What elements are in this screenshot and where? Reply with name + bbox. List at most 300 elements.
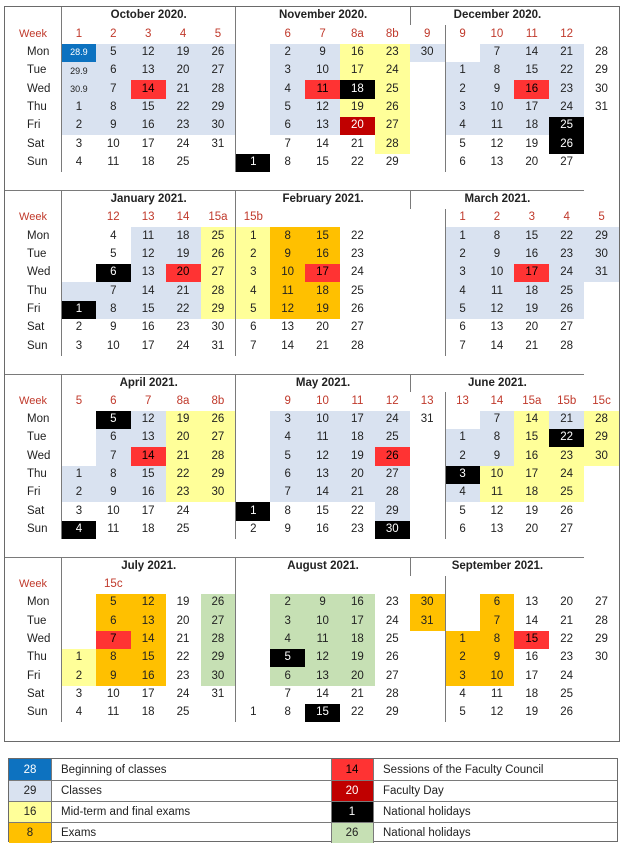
- day-cell: 21: [176, 633, 190, 646]
- day-cell: 13: [131, 264, 166, 282]
- day-cell: 27: [595, 596, 608, 609]
- day-cell: 21: [166, 447, 201, 465]
- day-cell: 12: [490, 137, 504, 150]
- day-cell: 22: [549, 429, 584, 447]
- day-cell: 30: [201, 484, 236, 502]
- day-cell: 28: [560, 339, 574, 352]
- week-number: [61, 576, 96, 594]
- day-cell: 12: [131, 44, 166, 62]
- day-cell: 27: [201, 264, 236, 282]
- day-cell: [410, 447, 445, 465]
- day-cell: 1: [235, 227, 270, 245]
- day-cell: 29: [385, 706, 399, 719]
- day-cell: [584, 521, 619, 539]
- day-cell: 16: [340, 594, 375, 612]
- day-cell: 26: [351, 302, 364, 315]
- day-cell: 4: [235, 282, 270, 300]
- week-number: 13: [445, 392, 480, 410]
- day-cell: 5: [445, 502, 480, 520]
- row-spacer: [5, 172, 619, 190]
- day-cell: 16: [131, 484, 166, 502]
- day-cell: 24: [385, 614, 399, 627]
- day-cell: 18: [340, 429, 375, 447]
- day-cell: [584, 466, 619, 484]
- week-number: 10: [490, 27, 504, 40]
- week-number: 10: [316, 394, 329, 407]
- day-cell: 16: [514, 245, 549, 263]
- day-cell: 26: [560, 706, 574, 719]
- day-cell: 23: [351, 247, 364, 260]
- day-cell: 25: [176, 706, 190, 719]
- week-number: [584, 576, 619, 594]
- day-cell: 9: [284, 523, 291, 536]
- day-cell: [584, 502, 619, 520]
- day-cell: 3: [445, 466, 480, 484]
- day-cell: 23: [166, 117, 201, 135]
- month-title: March 2021.: [410, 190, 584, 208]
- day-label: Mon: [27, 412, 50, 425]
- day-cell: 2: [270, 44, 305, 62]
- day-cell: 28: [201, 447, 236, 465]
- day-cell: 11: [270, 282, 305, 300]
- day-cell: 16: [131, 667, 166, 685]
- week-label: Week: [19, 394, 47, 407]
- day-cell: 26: [201, 411, 236, 429]
- day-cell: [201, 521, 236, 539]
- day-cell: 8: [284, 156, 291, 169]
- day-cell: 2: [61, 484, 96, 502]
- week-number: 14: [176, 211, 190, 224]
- day-cell: [375, 245, 410, 263]
- day-cell: 14: [316, 137, 329, 150]
- day-cell: 24: [375, 411, 410, 429]
- month-title: February 2021.: [235, 190, 409, 208]
- day-cell: 12: [131, 245, 166, 263]
- day-cell: 22: [549, 62, 584, 80]
- day-cell: 7: [480, 44, 515, 62]
- day-cell: 10: [106, 688, 120, 701]
- day-cell: 10: [106, 137, 120, 150]
- day-cell: 13: [490, 156, 504, 169]
- day-cell: 19: [514, 301, 549, 319]
- day-cell: 20: [176, 614, 190, 627]
- legend-divider: [373, 759, 374, 843]
- day-cell: 3: [270, 612, 305, 630]
- day-cell: 6: [270, 466, 305, 484]
- day-cell: 17: [305, 264, 340, 282]
- day-cell: 2: [61, 117, 96, 135]
- day-cell: 13: [131, 612, 166, 630]
- day-cell: 4: [61, 704, 96, 722]
- day-cell: [375, 282, 410, 300]
- day-cell: 30: [201, 117, 236, 135]
- day-cell: 16: [514, 80, 549, 98]
- day-cell: 13: [131, 62, 166, 80]
- month-title: May 2021.: [235, 374, 409, 392]
- day-cell: 3: [61, 502, 96, 520]
- day-cell: 5: [270, 99, 305, 117]
- day-cell: 27: [385, 669, 399, 682]
- week-number: 12: [385, 394, 399, 407]
- day-cell: 18: [514, 282, 549, 300]
- day-cell: [410, 631, 445, 649]
- day-cell: 29: [584, 429, 619, 447]
- day-cell: 11: [107, 706, 120, 719]
- day-cell: 17: [141, 339, 155, 352]
- day-label: Sun: [27, 339, 48, 352]
- row-spacer: [5, 356, 619, 374]
- day-cell: 5: [96, 44, 131, 62]
- day-cell: 3: [445, 667, 480, 685]
- legend-label: Mid-term and final exams: [61, 805, 191, 818]
- day-cell: [410, 117, 445, 135]
- day-cell: 28: [595, 46, 608, 59]
- day-cell: 12: [305, 447, 340, 465]
- day-cell: [410, 99, 445, 117]
- day-cell: [235, 466, 270, 484]
- week-number: [340, 576, 375, 594]
- day-cell: 6: [445, 319, 480, 337]
- day-cell: [410, 521, 445, 539]
- day-cell: 21: [340, 484, 375, 502]
- day-cell: [235, 447, 270, 465]
- day-cell: 29: [201, 301, 236, 319]
- week-label: Week: [19, 211, 47, 224]
- day-label: Fri: [27, 669, 41, 682]
- week-number: 14: [490, 394, 504, 407]
- day-cell: 8: [480, 227, 515, 245]
- day-cell: 27: [560, 523, 574, 536]
- day-cell: 26: [201, 245, 236, 263]
- day-cell: 6: [445, 154, 480, 172]
- day-cell: 11: [305, 631, 340, 649]
- day-cell: 20: [525, 156, 539, 169]
- day-cell: [235, 99, 270, 117]
- day-cell: 24: [176, 504, 190, 517]
- day-label: Wed: [27, 449, 51, 462]
- day-cell: [61, 282, 96, 300]
- week-number: [270, 209, 305, 227]
- week-number: 8b: [211, 394, 225, 407]
- day-cell: [410, 62, 445, 80]
- day-label: Wed: [27, 266, 51, 279]
- day-cell: 9: [480, 447, 515, 465]
- day-cell: 14: [131, 631, 166, 649]
- day-cell: 22: [166, 99, 201, 117]
- day-cell: 25: [549, 484, 584, 502]
- legend-swatch: 28: [9, 759, 51, 780]
- day-cell: 23: [549, 447, 584, 465]
- legend-divider: [9, 801, 617, 802]
- day-cell: 5: [445, 135, 480, 153]
- week-number: 13: [420, 394, 434, 407]
- week-number: 15a: [208, 211, 228, 224]
- day-cell: [375, 337, 410, 355]
- day-cell: 26: [560, 504, 574, 517]
- day-label: Sat: [27, 137, 45, 150]
- day-cell: 6: [96, 612, 131, 630]
- day-cell: 5: [270, 447, 305, 465]
- week-number: [375, 576, 410, 594]
- day-cell: 7: [96, 631, 131, 649]
- day-cell: 16: [305, 245, 340, 263]
- legend-divider: [9, 822, 617, 823]
- day-cell: 12: [131, 411, 166, 429]
- day-cell: 10: [305, 612, 340, 630]
- day-cell: 11: [107, 156, 120, 169]
- day-cell: 20: [525, 523, 539, 536]
- day-cell: [584, 337, 619, 355]
- day-cell: 12: [480, 301, 515, 319]
- day-cell: 27: [560, 321, 574, 334]
- week-label: Week: [19, 28, 47, 41]
- day-cell: 23: [176, 321, 190, 334]
- day-cell: 2: [270, 594, 305, 612]
- day-cell: 5: [270, 649, 305, 667]
- week-number: 9: [445, 25, 480, 43]
- day-cell: 24: [176, 339, 190, 352]
- legend-divider: [51, 759, 52, 843]
- day-cell: 21: [166, 282, 201, 300]
- day-cell: 27: [351, 321, 364, 334]
- day-cell: 17: [514, 264, 549, 282]
- day-cell: 2: [445, 447, 480, 465]
- day-cell: [584, 282, 619, 300]
- week-number: [235, 576, 270, 594]
- day-cell: 5: [445, 301, 480, 319]
- day-cell: 19: [176, 596, 190, 609]
- day-cell: 20: [316, 321, 329, 334]
- day-cell: 5: [445, 704, 480, 722]
- day-cell: 23: [560, 651, 574, 664]
- day-cell: 31: [595, 101, 608, 114]
- day-cell: 26: [549, 301, 584, 319]
- day-cell: 17: [514, 99, 549, 117]
- day-cell: 29: [595, 633, 608, 646]
- legend: [8, 758, 618, 842]
- week-number: 3: [144, 27, 152, 40]
- day-cell: 13: [281, 321, 295, 334]
- day-cell: 14: [490, 339, 504, 352]
- day-cell: 25: [385, 633, 399, 646]
- week-number: 15c: [592, 394, 611, 407]
- day-cell: 12: [490, 706, 504, 719]
- day-cell: 15: [305, 704, 340, 722]
- day-label: Sun: [27, 523, 48, 536]
- day-cell: 28: [595, 614, 608, 627]
- day-cell: 29: [201, 99, 236, 117]
- day-cell: 2: [235, 245, 270, 263]
- week-number: 3: [528, 211, 536, 224]
- week-number: 4: [179, 27, 187, 40]
- day-cell: 16: [514, 447, 549, 465]
- day-cell: [235, 631, 270, 649]
- day-cell: 27: [201, 62, 236, 80]
- day-cell: 10: [270, 264, 305, 282]
- day-cell: 31: [420, 412, 434, 425]
- day-cell: 7: [235, 337, 270, 355]
- day-cell: 24: [351, 266, 364, 279]
- week-number: [410, 576, 445, 594]
- week-number: 2: [110, 27, 117, 40]
- month-title: September 2021.: [410, 557, 584, 575]
- row-spacer: [5, 722, 619, 740]
- day-cell: 14: [131, 282, 166, 300]
- week-number: [410, 209, 445, 227]
- day-cell: 15: [316, 504, 329, 517]
- day-cell: [235, 667, 270, 685]
- week-number: [340, 209, 375, 227]
- month-title: July 2021.: [61, 557, 235, 575]
- week-number: 11: [525, 27, 538, 40]
- day-cell: [584, 117, 619, 135]
- day-cell: 9: [270, 245, 305, 263]
- day-cell: 15: [514, 227, 549, 245]
- day-cell: [584, 704, 619, 722]
- day-cell: 8: [96, 301, 131, 319]
- day-cell: [235, 612, 270, 630]
- day-cell: 15: [131, 301, 166, 319]
- day-cell: 26: [201, 44, 236, 62]
- day-cell: 4: [61, 521, 96, 539]
- day-cell: 7: [96, 80, 131, 98]
- day-cell: 6: [96, 62, 131, 80]
- day-label: Wed: [27, 82, 51, 95]
- day-cell: 14: [525, 614, 539, 627]
- day-label: Sat: [27, 688, 45, 701]
- legend-swatch: 1: [331, 801, 373, 822]
- week-number: [305, 576, 340, 594]
- week-number: [514, 576, 549, 594]
- legend-swatch: 8: [9, 822, 51, 843]
- day-cell: 5: [96, 594, 131, 612]
- day-cell: [375, 319, 410, 337]
- day-cell: [61, 411, 96, 429]
- day-cell: [410, 686, 445, 704]
- day-cell: 11: [480, 282, 515, 300]
- day-cell: 26: [375, 99, 410, 117]
- day-cell: [375, 301, 410, 319]
- day-cell: 17: [525, 669, 539, 682]
- day-cell: 23: [375, 44, 410, 62]
- day-cell: [61, 631, 96, 649]
- day-cell: 14: [305, 484, 340, 502]
- day-cell: 1: [235, 704, 270, 722]
- day-cell: 25: [201, 227, 236, 245]
- day-cell: 26: [201, 594, 236, 612]
- day-cell: 21: [351, 688, 364, 701]
- day-cell: 23: [351, 523, 364, 536]
- day-cell: 8: [96, 466, 131, 484]
- day-cell: 3: [445, 99, 480, 117]
- day-cell: 3: [270, 62, 305, 80]
- day-cell: [584, 484, 619, 502]
- day-cell: 13: [525, 596, 539, 609]
- day-cell: 22: [166, 466, 201, 484]
- day-cell: [235, 135, 270, 153]
- day-cell: [61, 447, 96, 465]
- legend-divider: [331, 759, 332, 843]
- day-cell: 13: [305, 117, 340, 135]
- day-cell: [410, 282, 445, 300]
- week-number: [61, 209, 96, 227]
- day-cell: 25: [560, 688, 574, 701]
- day-cell: 17: [141, 504, 155, 517]
- day-cell: 29: [385, 156, 399, 169]
- day-cell: 8: [96, 99, 131, 117]
- day-cell: [445, 612, 480, 630]
- day-cell: 19: [525, 137, 539, 150]
- corner-cell: [5, 557, 61, 575]
- day-cell: 3: [445, 264, 480, 282]
- week-number: 2: [493, 211, 501, 224]
- day-label: Mon: [27, 596, 50, 609]
- day-cell: 26: [549, 135, 584, 153]
- day-cell: 15: [131, 466, 166, 484]
- day-cell: 11: [480, 484, 515, 502]
- day-cell: 3: [235, 264, 270, 282]
- day-cell: 30: [410, 44, 445, 62]
- day-cell: [584, 319, 619, 337]
- week-number: 5: [598, 211, 605, 224]
- week-number: [549, 576, 584, 594]
- day-cell: 18: [141, 523, 155, 536]
- day-cell: 30.9: [61, 80, 96, 98]
- day-cell: 7: [96, 282, 131, 300]
- week-number: 15b: [235, 209, 270, 227]
- day-cell: 10: [305, 62, 340, 80]
- day-cell: 7: [96, 447, 131, 465]
- legend-label: Exams: [61, 826, 97, 839]
- academic-calendar-grid: [4, 6, 620, 742]
- day-cell: 4: [445, 484, 480, 502]
- day-cell: 16: [131, 117, 166, 135]
- day-cell: 8: [96, 649, 131, 667]
- day-cell: 19: [525, 706, 539, 719]
- day-cell: 2: [61, 319, 96, 337]
- day-cell: [584, 686, 619, 704]
- day-cell: 1: [235, 154, 270, 172]
- day-cell: 15: [514, 631, 549, 649]
- day-cell: 29: [595, 64, 608, 77]
- legend-label: National holidays: [383, 805, 471, 818]
- day-cell: 10: [480, 99, 515, 117]
- day-label: Tue: [27, 64, 47, 77]
- day-cell: 8: [480, 62, 515, 80]
- day-cell: [61, 594, 96, 612]
- day-label: Sat: [27, 321, 45, 334]
- week-number: [375, 209, 410, 227]
- day-cell: [410, 154, 445, 172]
- day-cell: 10: [480, 667, 515, 685]
- day-cell: 1: [445, 631, 480, 649]
- corner-cell: [5, 374, 61, 392]
- week-number: [480, 576, 515, 594]
- day-cell: 28: [375, 484, 410, 502]
- day-cell: 18: [305, 282, 340, 300]
- day-cell: 15: [514, 429, 549, 447]
- legend-label: National holidays: [383, 826, 471, 839]
- day-cell: 11: [305, 429, 340, 447]
- week-number: 13: [141, 211, 155, 224]
- day-cell: 12: [305, 99, 340, 117]
- week-number: 15c: [104, 578, 123, 591]
- day-cell: 2: [445, 80, 480, 98]
- day-cell: 29.9: [61, 62, 96, 80]
- day-cell: 18: [141, 706, 155, 719]
- day-cell: 29: [201, 466, 236, 484]
- day-cell: 24: [549, 99, 584, 117]
